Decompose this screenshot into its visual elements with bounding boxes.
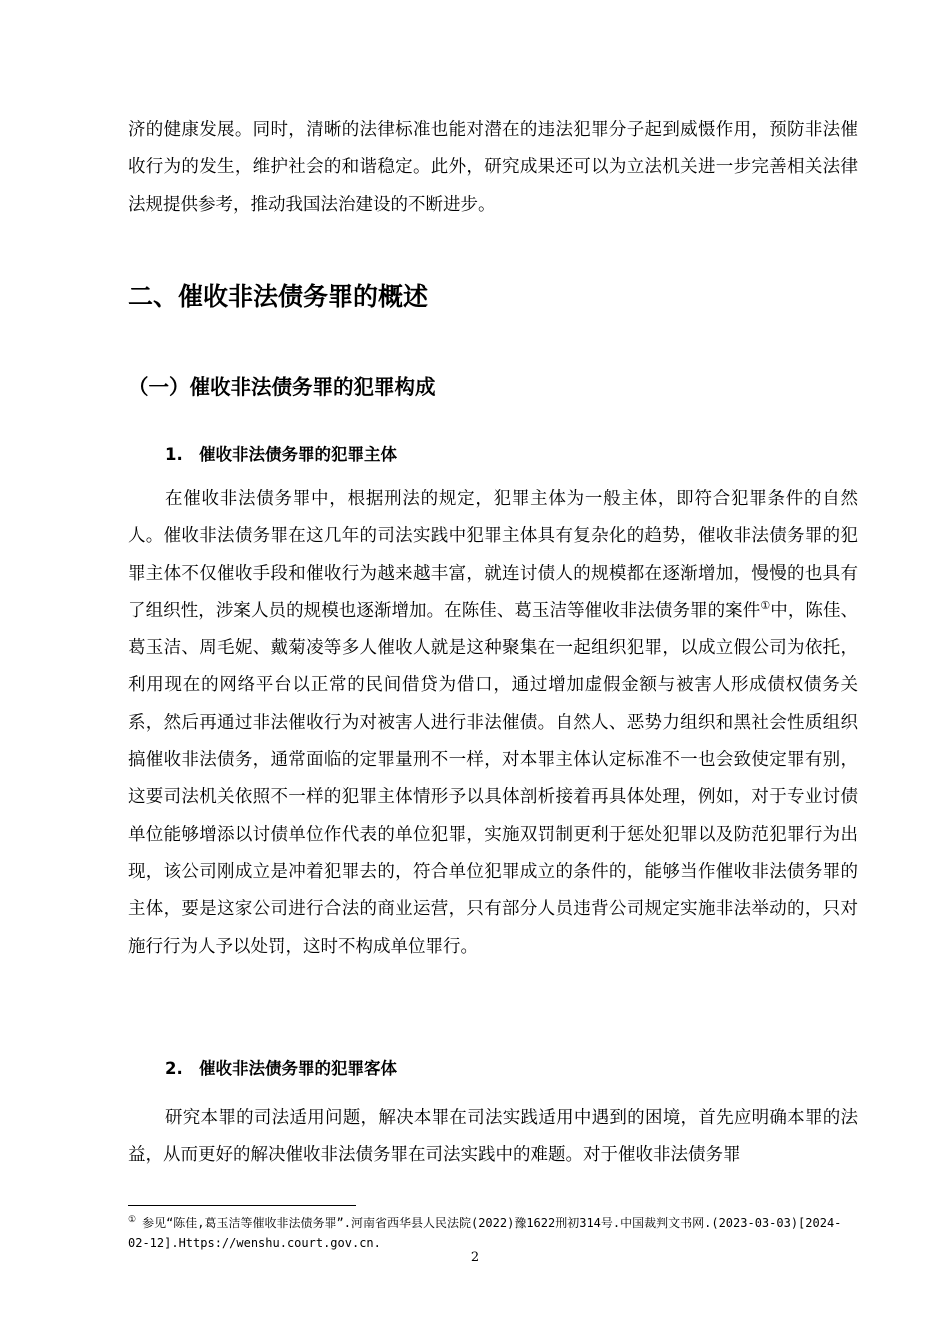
- criminal-object-paragraph: 研究本罪的司法适用问题，解决本罪在司法实践适用中遇到的困境，首先应明确本罪的法益，从而更好的解决催收非法债务罪在司法实践中的难题。对于催收非法债务罪: [128, 1108, 858, 1166]
- footnote-reference[interactable]: ①: [760, 599, 771, 613]
- heading-criminal-subject: [165, 440, 397, 470]
- heading-criminal-object: [165, 1054, 397, 1084]
- page-number: 2: [470, 1250, 480, 1265]
- section-title: 二、催收非法债务罪的概述: [128, 282, 429, 311]
- footnote-mark: ①: [128, 1215, 137, 1225]
- heading-number: 2.: [165, 1059, 183, 1078]
- intro-paragraph: 济的健康发展。同时，清晰的法律标准也能对潜在的违法犯罪分子起到威慑作用，预防非法催收行为的发生，维护社会的和谐稳定。此外，研究成果还可以为立法机关进一步完善相关法律法规提供参考，推动我国法治建设的不断进步。: [128, 120, 858, 215]
- footnote: [128, 1213, 858, 1253]
- criminal-subject-paragraph: [128, 481, 858, 966]
- footnote-separator: [128, 1205, 356, 1206]
- paragraph-text-part2: 中，陈佳、葛玉洁、周毛妮、戴菊凌等多人催收人就是这种聚集在一起组织犯罪，以成立假公司为依托，利用现在的网络平台以正常的民间借贷为借口，通过增加虚假金额与被害人形成债权债务关系，然后再通过非法催收行为对被害人进行非法催债。自然人、恶势力组织和黑社会性质组织搞催收非法债务，通常面临的定罪量刑不一样，对本罪主体认定标准不一也会致使定罪有别，这要司法机关依照不一样的犯罪主体情形予以具体剖析接着再具体处理，例如，对于专业讨债单位能够增添以讨债单位作代表的单位犯罪，实施双罚制更利于惩处犯罪以及防范犯罪行为出现，该公司刚成立是冲着犯罪去的，符合单位犯罪成立的条件的，能够当作催收非法债务罪的主体，要是这家公司进行合法的商业运营，只有部分人员违背公司规定实施非法举动的，只对施行行为人予以处罚，这时不构成单位罪行。: [128, 600, 859, 957]
- heading-text: 催收非法债务罪的犯罪客体: [199, 1059, 397, 1078]
- footnote-text: 参见“陈佳,葛玉洁等催收非法债务罪”.河南省西华县人民法院(2022)豫1622刑初314号.中国裁判文书网.(2023-03-03)[2024-02-12].Https://wenshu.court.gov.cn.: [128, 1216, 842, 1250]
- subsection-title: （一）催收非法债务罪的犯罪构成: [128, 375, 436, 399]
- paragraph-text-part1: 在催收非法债务罪中，根据刑法的规定，犯罪主体为一般主体，即符合犯罪条件的自然人。催收非法债务罪在这几年的司法实践中犯罪主体具有复杂化的趋势，催收非法债务罪的犯罪主体不仅催收手段和催收行为越来越丰富，就连讨债人的规模都在逐渐增加，慢慢的也具有了组织性，涉案人员的规模也逐渐增加。在陈佳、葛玉洁等催收非法债务罪的案件: [128, 489, 858, 621]
- heading-text: 催收非法债务罪的犯罪主体: [199, 445, 397, 464]
- heading-number: 1.: [165, 445, 183, 464]
